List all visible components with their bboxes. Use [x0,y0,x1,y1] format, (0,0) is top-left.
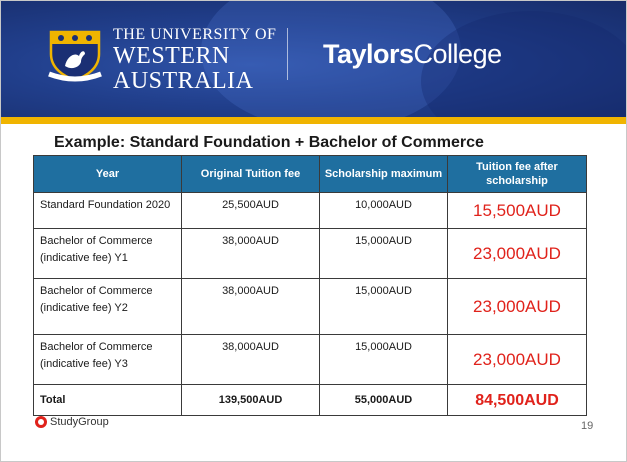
year-cell [34,193,182,229]
year-cell [34,229,182,279]
total-scholarship-cell: 55,000AUD [320,385,448,416]
fees-table [33,155,587,416]
year-line-1: Standard Foundation 2020 [40,199,171,211]
scholarship-cell: 10,000AUD [320,193,448,229]
slide-title: Example: Standard Foundation + Bachelor of Commerce [54,134,484,151]
taylors-bold: Taylors [323,39,414,69]
fee-after-cell: 23,000AUD [448,279,587,335]
taylors-college-logo [323,39,502,70]
scholarship-cell: 15,000AUD [320,335,448,385]
total-label-cell: Total [34,385,182,416]
scholarship-cell: 15,000AUD [320,279,448,335]
original-fee-cell: 38,000AUD [182,335,320,385]
total-after-cell: 84,500AUD [448,385,587,416]
table-row [34,335,587,385]
table-row [34,279,587,335]
uwa-crest-icon [45,26,105,82]
year-line-2: (indicative fee) Y3 [40,358,128,370]
uwa-line-1: THE UNIVERSITY OF [113,26,277,43]
uwa-wordmark [113,27,276,93]
fee-after-cell: 23,000AUD [448,229,587,279]
fee-after-cell: 15,500AUD [448,193,587,229]
header-original-fee: Original Tuition fee [182,156,320,193]
table-row [34,193,587,229]
year-line-1: Bachelor of Commerce [40,235,153,247]
year-line-2: (indicative fee) Y2 [40,302,128,314]
header-year: Year [34,156,182,193]
uwa-line-3: AUSTRALIA [113,68,254,94]
fee-after-cell: 23,000AUD [448,335,587,385]
total-original-cell: 139,500AUD [182,385,320,416]
year-line-2: (indicative fee) Y1 [40,252,128,264]
header-banner [1,1,626,117]
page-number: 19 [581,420,594,432]
header-fee-after: Tuition fee after scholarship [448,156,587,193]
table-total-row [34,385,587,416]
year-line-1: Bachelor of Commerce [40,285,153,297]
studygroup-brand: StudyGroup [50,416,109,428]
scholarship-cell: 15,000AUD [320,229,448,279]
taylors-regular: College [413,39,502,69]
table-row [34,229,587,279]
year-line-1: Bachelor of Commerce [40,341,153,353]
original-fee-cell: 38,000AUD [182,279,320,335]
gold-divider-bar [1,117,626,124]
year-cell [34,279,182,335]
original-fee-cell: 38,000AUD [182,229,320,279]
table-header-row [34,156,587,193]
studygroup-logo [35,416,109,428]
studygroup-mark-icon [35,416,47,428]
year-cell [34,335,182,385]
logo-divider [287,28,288,80]
uwa-line-2: WESTERN [113,43,230,69]
header-scholarship: Scholarship maximum [320,156,448,193]
original-fee-cell: 25,500AUD [182,193,320,229]
